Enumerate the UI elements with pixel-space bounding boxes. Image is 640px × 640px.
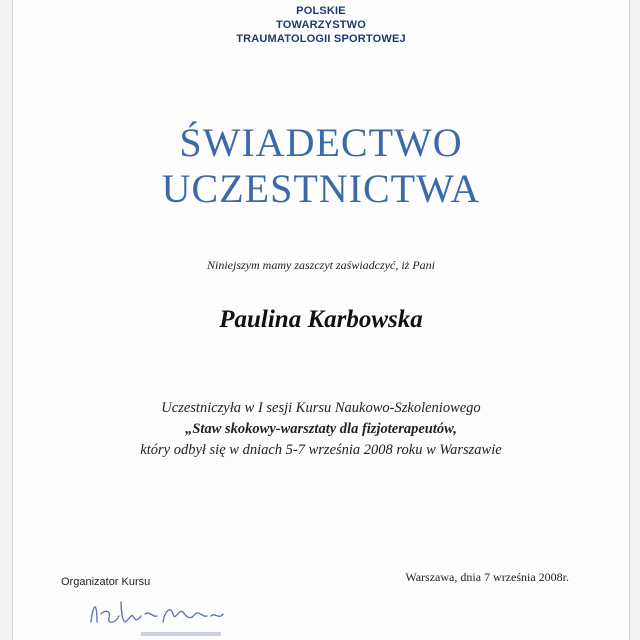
stamp-mark [141, 630, 221, 638]
organization-line-1: POLSKIE [296, 5, 346, 17]
certificate-title [13, 120, 629, 212]
certificate-page [12, 0, 630, 640]
intro-text: Niniejszym mamy zaszczyt zaświadczyć, iż Pani [207, 258, 435, 272]
organization-header [13, 4, 629, 46]
course-line-3: który odbył się w dniach 5-7 września 2008 roku w Warszawie [140, 442, 502, 458]
course-line-1: Uczestniczyła w I sesji Kursu Naukowo-Szkoleniowego [161, 400, 481, 416]
title-line-1: ŚWIADECTWO [179, 120, 463, 165]
organization-line-2: TOWARZYSTWO [276, 19, 366, 31]
title-line-2: UCZESTNICTWA [161, 166, 481, 211]
signature [83, 592, 243, 632]
place-date: Warszawa, dnia 7 września 2008r. [405, 570, 569, 584]
organizer-label: Organizator Kursu [61, 576, 151, 588]
participant-name: Paulina Karbowska [219, 306, 423, 333]
course-title: „Staw skokowy-warsztaty dla fizjoterapeutów, [185, 421, 457, 437]
organization-line-3: TRAUMATOLOGII SPORTOWEJ [236, 33, 406, 45]
course-description [13, 398, 629, 461]
